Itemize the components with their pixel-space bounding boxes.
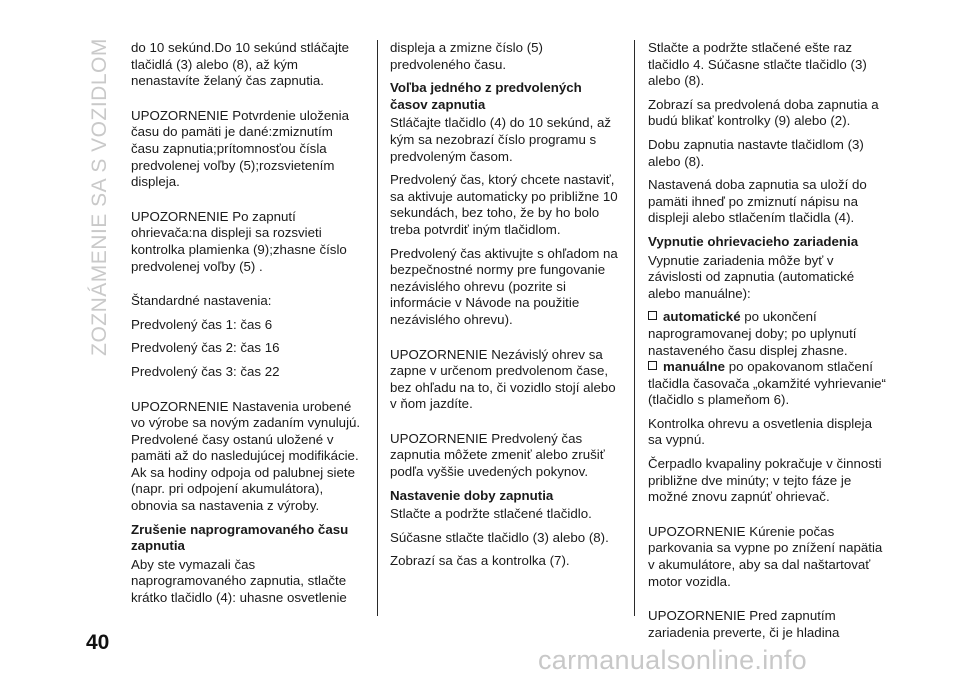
bullet-term: manuálne (663, 359, 726, 375)
bullet-text: po opakovanom stlačení tlačidla časovača „okamžité vyhrievanie“ (tlačidlo s plameňom 6). (648, 359, 886, 408)
section-heading: Vypnutie ohrievacieho zariadenia (648, 233, 859, 249)
paragraph: UPOZORNENIE Po zapnutí ohrievača:na displeji sa rozsvieti kontrolka plamienka (9);zhasne číslo predvolenej voľby (5) . (131, 208, 347, 274)
paragraph: Stláčajte tlačidlo (4) do 10 sekúnd, až kým sa nezobrazí číslo programu s predvoleným časom. (390, 115, 612, 164)
paragraph: Vypnutie zariadenia môže byť v závislosti od zapnutia (automatické alebo manuálne): (648, 252, 855, 301)
paragraph: Predvolený čas aktivujte s ohľadom na bezpečnostné normy pre fungovanie nezávislého ohrevu (pozrite si informácie v Návode na použitie nezávislého ohrevu). (390, 245, 618, 327)
paragraph: Stlačte a podržte stlačené ešte raz tlačidlo 4. Súčasne stlačte tlačidlo (3) alebo (8). (648, 40, 867, 89)
paragraph: displeja a zmizne číslo (5) predvoleného času. (390, 40, 543, 72)
paragraph: Stlačte a podržte stlačené tlačidlo. (390, 506, 592, 522)
text-column-1 (131, 40, 361, 614)
paragraph: Nastavená doba zapnutia sa uloží do pamäti ihneď po zmiznutí nápisu na displeji alebo stlačením tlačidla (4). (648, 177, 867, 226)
paragraph: UPOZORNENIE Potvrdenie uloženia času do pamäti je dané:zmiznutím času zapnutia;prítomnosťou čísla predvolenej voľby (5);rozsvietením displeja. (131, 107, 350, 190)
bullet-term: automatické (663, 309, 741, 325)
sidebar-section-title (82, 32, 118, 362)
section-heading: Voľba jedného z predvolených časov zapnutia (390, 80, 582, 112)
paragraph: Predvolený čas 3: čas 22 (131, 363, 280, 379)
paragraph: Aby ste vymazali čas naprogramovaného zapnutia, stlačte krátko tlačidlo (4): uhasne osvetlenie (131, 556, 347, 606)
bullet-item (648, 309, 888, 359)
paragraph: Predvolený čas 1: čas 6 (131, 316, 273, 332)
paragraph: UPOZORNENIE Predvolený čas zapnutia môžete zmeniť alebo zrušiť podľa vyššie uvedených pokynov. (390, 430, 605, 480)
sidebar-title-text: ZOZNÁMENIE SA S VOZIDLOM (88, 38, 111, 356)
paragraph: Čerpadlo kvapaliny pokračuje v činnosti približne dve minúty; v tejto fáze je možné znovu zapnúť ohrievač. (648, 456, 882, 505)
text-column-2 (390, 40, 620, 577)
section-heading: Zrušenie naprogramovaného času zapnutia (131, 521, 349, 554)
column-divider (377, 40, 378, 616)
paragraph: UPOZORNENIE Kúrenie počas parkovania sa vypne po znížení napätia v akumulátore, aby sa dal naštartovať motor vozidla. (648, 523, 883, 589)
paragraph: Kontrolka ohrevu a osvetlenia displeja sa vypnú. (648, 415, 872, 448)
paragraph: Zobrazí sa čas a kontrolka (7). (390, 553, 570, 569)
page-number: 40 (86, 631, 110, 654)
bullet-item (648, 359, 888, 409)
paragraph: UPOZORNENIE Pred zapnutím zariadenia preverte, či je hladina (648, 608, 840, 640)
paragraph: Dobu zapnutia nastavte tlačidlom (3) alebo (8). (648, 136, 864, 169)
paragraph: UPOZORNENIE Nastavenia urobené vo výrobe sa novým zadaním vynulujú. Predvolené časy ostanú uložené v pamäti až do nasledujúcej modifikácie. Ak sa hodiny odpoja od palubnej siete (napr. pri odpojení akumulátora), obnovia sa nastavenia z výroby. (131, 398, 361, 514)
paragraph: Zobrazí sa predvolená doba zapnutia a budú blikať kontrolky (9) alebo (2). (648, 96, 879, 129)
paragraph: UPOZORNENIE Nezávislý ohrev sa zapne v určenom predvolenom čase, bez ohľadu na to, či vozidlo stojí alebo v ňom jazdíte. (390, 346, 616, 412)
paragraph: Štandardné nastavenia: (131, 293, 272, 309)
section-heading: Nastavenie doby zapnutia (390, 487, 554, 503)
watermark: carmanualsonline.info (538, 645, 807, 675)
text-column-3 (648, 40, 888, 648)
square-bullet-icon (648, 311, 657, 320)
paragraph: Predvolený čas 2: čas 16 (131, 340, 280, 356)
paragraph: Predvolený čas, ktorý chcete nastaviť, sa aktivuje automaticky po približne 10 sekundách, bez toho, že by ho bolo treba potvrdiť iným tlačidlom. (390, 172, 618, 237)
bullet-text: po ukončení naprogramovanej doby; po uplynutí nastaveného času displej zhasne. (648, 309, 857, 358)
paragraph: do 10 sekúnd.Do 10 sekúnd stláčajte tlačidlá (3) alebo (8), až kým nenastavíte želaný čas zapnutia. (131, 40, 350, 89)
square-bullet-icon (648, 361, 657, 370)
column-divider (634, 40, 635, 616)
paragraph: Súčasne stlačte tlačidlo (3) alebo (8). (390, 529, 609, 545)
